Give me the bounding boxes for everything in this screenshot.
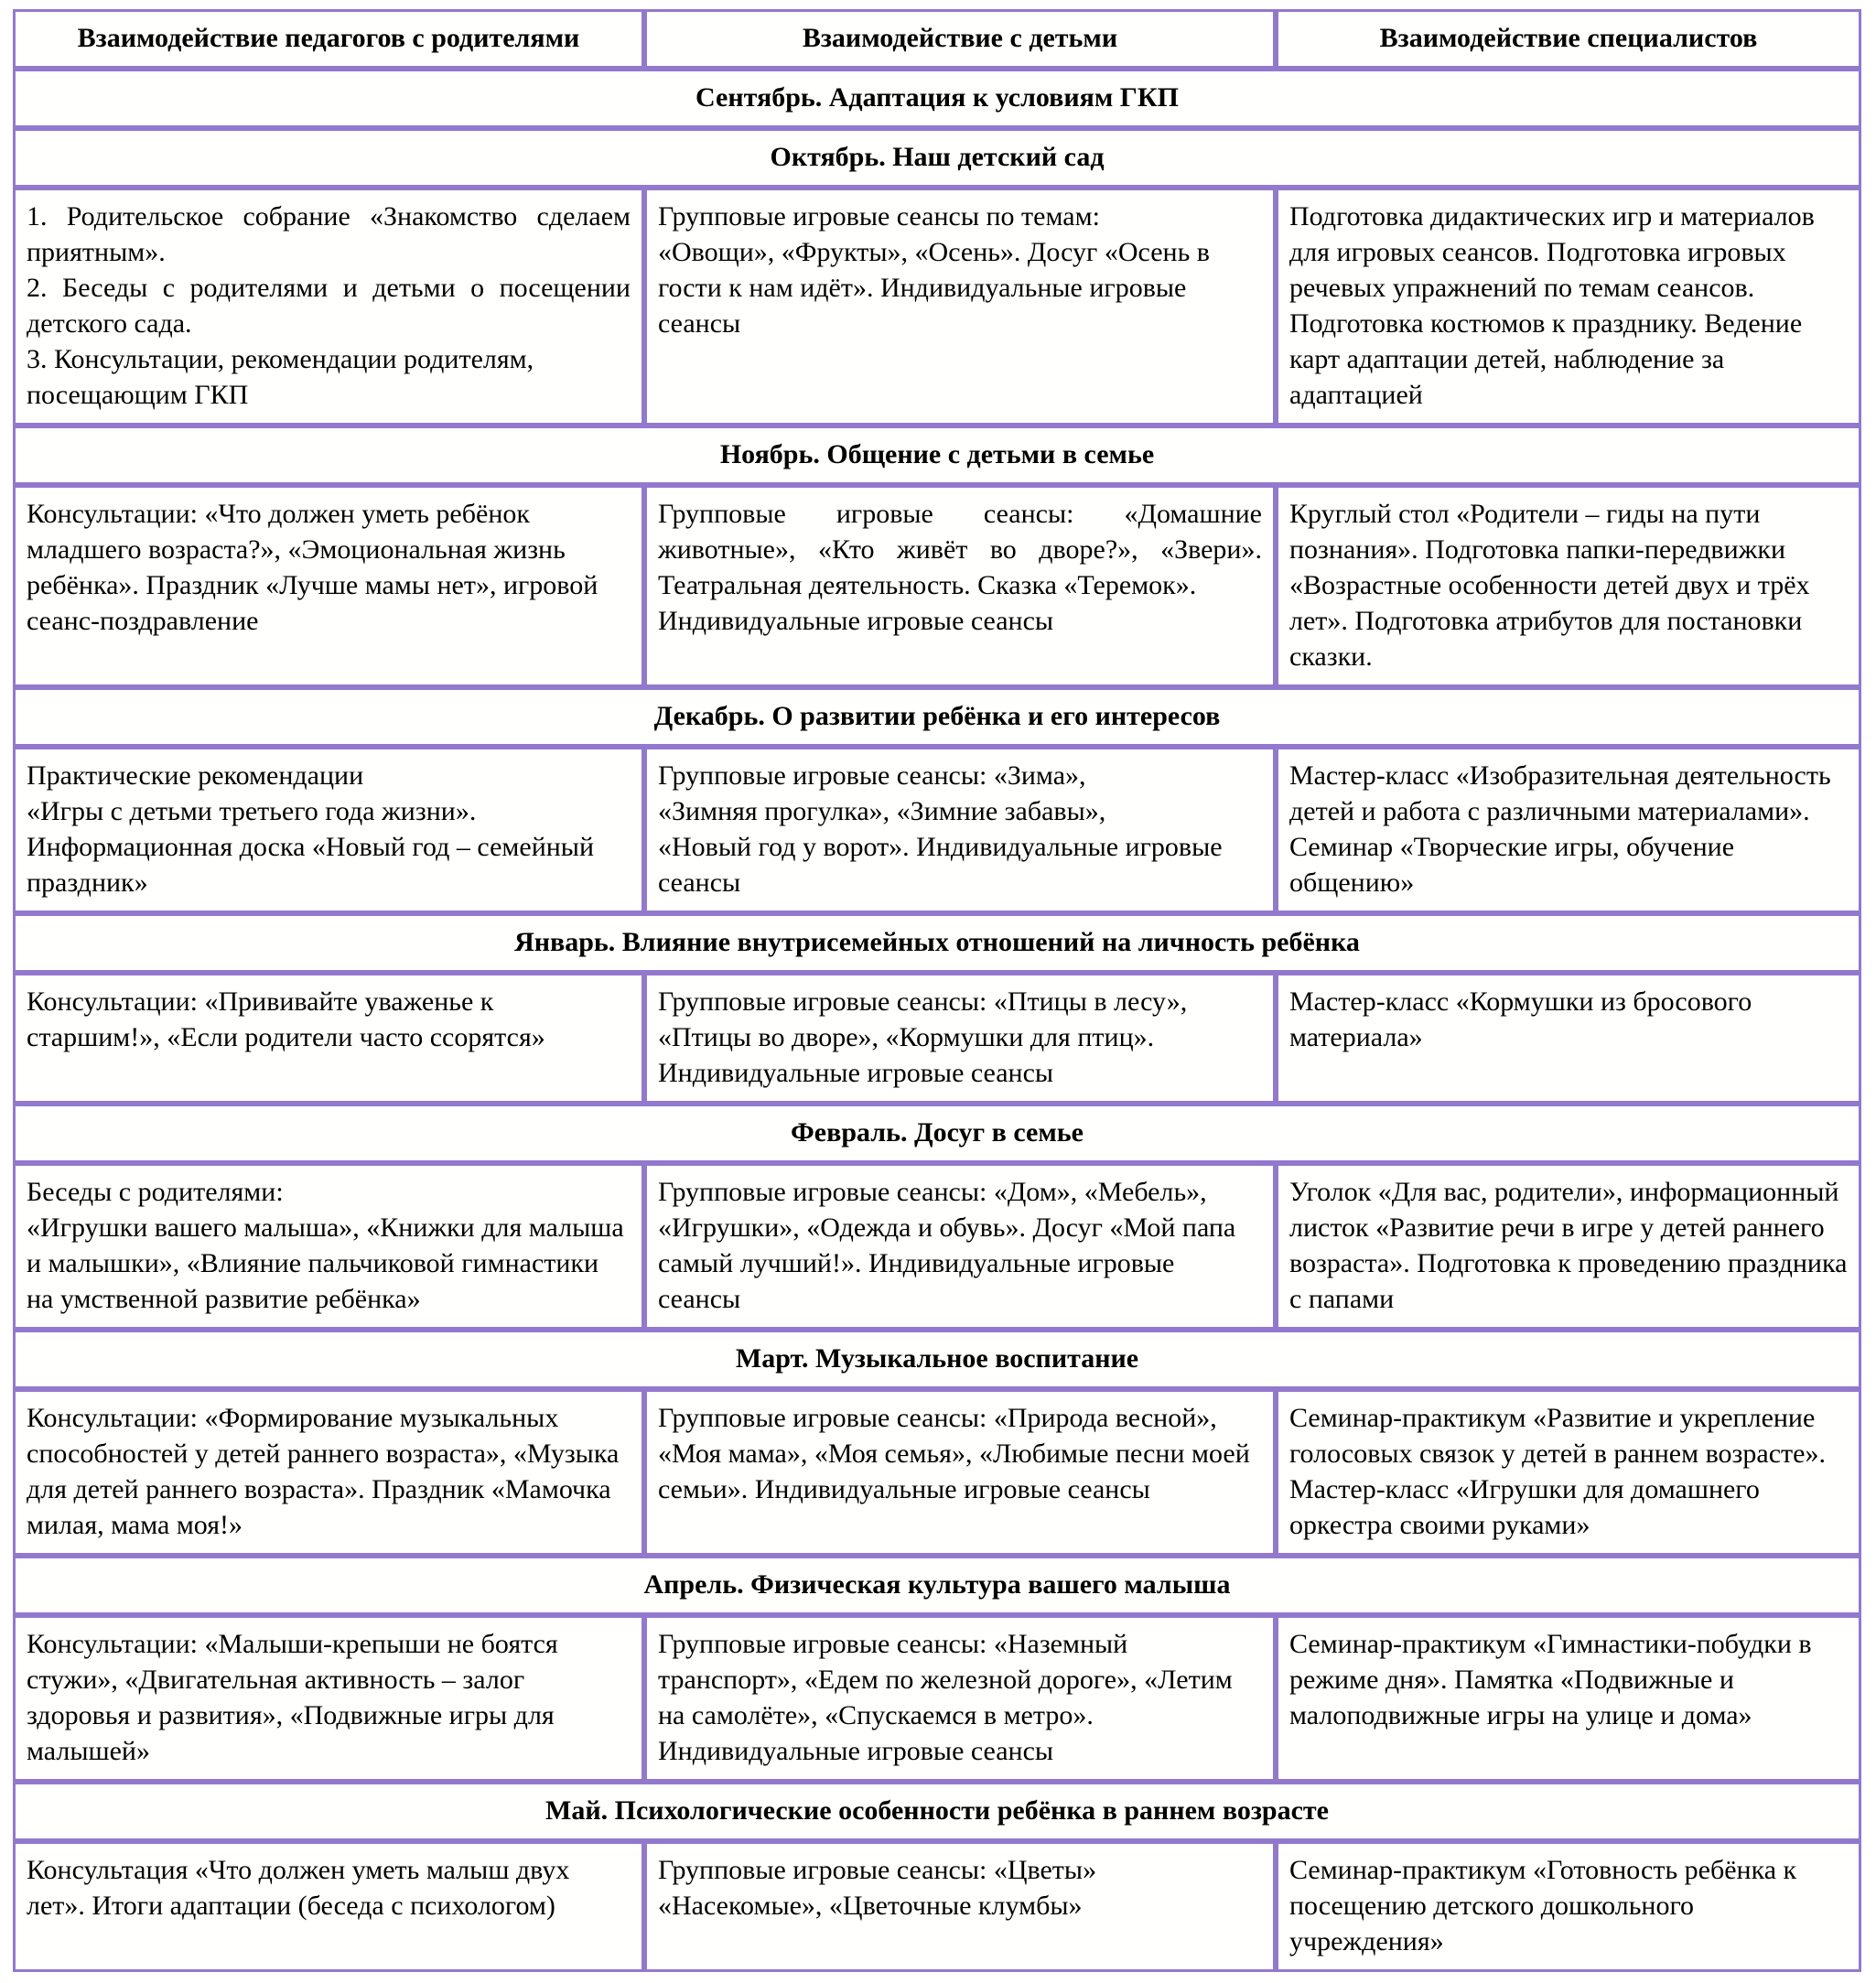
cell-paragraph: Индивидуальные игровые сеансы: [658, 606, 1054, 636]
cell-paragraph: «Овощи», «Фрукты», «Осень». Досуг «Осень в гости к нам идёт». Индивидуальные игровые сеансы: [658, 237, 1210, 339]
cell-specialists: [1276, 1615, 1861, 1782]
column-header-row: [13, 9, 1861, 69]
cell-paragraph: Консультации: «Что должен уметь ребёнок младшего возраста?», «Эмоциональная жизнь ребёнка». Праздник «Лучше мамы нет», игровой сеанс-поздравление: [27, 499, 598, 636]
table-row: [13, 1163, 1861, 1330]
cell-parents: [13, 973, 644, 1104]
cell-children: [644, 188, 1276, 426]
month-heading: Сентябрь. Адаптация к условиям ГКП: [13, 69, 1861, 128]
cell-paragraph: 1. Родительское собрание «Знакомство сделаем приятным».: [27, 201, 631, 267]
cell-paragraph: Практические рекомендации: [27, 760, 364, 791]
cell-paragraph: Групповые игровые сеансы: «Наземный транспорт», «Едем по железной дороге», «Летим на самолёте», «Спускаемся в метро». Индивидуальные игровые сеансы: [658, 1629, 1233, 1766]
month-heading-row: [13, 69, 1861, 128]
cell-paragraph: Семинар-практикум «Готовность ребёнка к посещению детского дошкольного учреждения»: [1289, 1855, 1797, 1956]
cell-parents: [13, 188, 644, 426]
cell-paragraph: Групповые игровые сеансы: «Зима»,: [658, 760, 1086, 791]
cell-specialists: [1276, 1163, 1861, 1330]
cell-paragraph: Семинар-практикум «Развитие и укрепление голосовых связок у детей в раннем возрасте». Мастер-класс «Игрушки для домашнего оркестра своими руками»: [1289, 1403, 1826, 1540]
table-row: [13, 1615, 1861, 1782]
table-header: [13, 9, 1861, 69]
cell-parents: [13, 1841, 644, 1972]
month-heading: Март. Музыкальное воспитание: [13, 1330, 1861, 1389]
cell-children: [644, 747, 1276, 913]
cell-paragraph: Мастер-класс «Кормушки из бросового материала»: [1289, 986, 1752, 1052]
month-heading-row: [13, 913, 1861, 973]
cell-parents: [13, 485, 644, 687]
cell-parents: [13, 1389, 644, 1556]
cell-paragraph: Групповые игровые сеансы: «Цветы»: [658, 1855, 1097, 1885]
month-heading: Май. Психологические особенности ребёнка в раннем возрасте: [13, 1782, 1861, 1841]
month-heading: Ноябрь. Общение с детьми в семье: [13, 426, 1861, 485]
month-heading: Январь. Влияние внутрисемейных отношений на личность ребёнка: [13, 913, 1861, 973]
cell-paragraph: Семинар-практикум «Гимнастики-побудки в режиме дня». Памятка «Подвижные и малоподвижные игры на улице и дома»: [1289, 1629, 1812, 1730]
month-heading-row: [13, 1104, 1861, 1163]
month-heading: Апрель. Физическая культура вашего малыша: [13, 1556, 1861, 1615]
month-heading: Февраль. Досуг в семье: [13, 1104, 1861, 1163]
month-heading-row: [13, 426, 1861, 485]
table-row: [13, 485, 1861, 687]
cell-paragraph: Мастер-класс «Изобразительная деятельность детей и работа с различными материалами». Семинар «Творческие игры, обучение общению»: [1289, 760, 1831, 898]
month-heading-row: [13, 1556, 1861, 1615]
table-row: [13, 188, 1861, 426]
column-header-parents: Взаимодействие педагогов с родителями: [13, 9, 644, 69]
cell-parents: [13, 1163, 644, 1330]
cell-children: [644, 485, 1276, 687]
cell-specialists: [1276, 1841, 1861, 1972]
cell-paragraph: Групповые игровые сеансы: «Домашние животные», «Кто живёт во дворе?», «Звери». Театральная деятельность. Сказка «Теремок».: [658, 499, 1262, 600]
cell-specialists: [1276, 1389, 1861, 1556]
cell-paragraph: 3. Консультации, рекомендации родителям, посещающим ГКП: [27, 344, 534, 410]
month-heading-row: [13, 1782, 1861, 1841]
month-heading-row: [13, 1330, 1861, 1389]
cell-paragraph: Уголок «Для вас, родители», информационный листок «Развитие речи в игре у детей раннего возраста». Подготовка к проведению праздника с папами: [1289, 1177, 1848, 1314]
cell-paragraph: Групповые игровые сеансы по темам:: [658, 201, 1100, 232]
cell-parents: [13, 747, 644, 913]
cell-specialists: [1276, 747, 1861, 913]
cell-paragraph: «Насекомые», «Цветочные клумбы»: [658, 1891, 1083, 1921]
cell-paragraph: «Игры с детьми третьего года жизни». Информационная доска «Новый год – семейный праздник»: [27, 796, 595, 898]
cell-paragraph: «Зимняя прогулка», «Зимние забавы»,: [658, 796, 1106, 826]
cell-paragraph: Консультации: «Прививайте уваженье к старшим!», «Если родители часто ссорятся»: [27, 986, 545, 1052]
cell-paragraph: Групповые игровые сеансы: «Птицы в лесу», «Птицы во дворе», «Кормушки для птиц». Индивидуальные игровые сеансы: [658, 986, 1188, 1088]
cell-paragraph: Консультации: «Малыши-крепыши не боятся стужи», «Двигательная активность – залог здоровья и развития», «Подвижные игры для малышей»: [27, 1629, 558, 1766]
table-body: [13, 69, 1861, 1972]
cell-children: [644, 1389, 1276, 1556]
cell-paragraph: «Новый год у ворот». Индивидуальные игровые сеансы: [658, 832, 1223, 898]
cell-parents: [13, 1615, 644, 1782]
table-row: [13, 1841, 1861, 1972]
cell-paragraph: Групповые игровые сеансы: «Природа весной», «Моя мама», «Моя семья», «Любимые песни моей семьи». Индивидуальные игровые сеансы: [658, 1403, 1250, 1504]
month-heading: Октябрь. Наш детский сад: [13, 128, 1861, 188]
column-header-children: Взаимодействие с детьми: [644, 9, 1276, 69]
cell-children: [644, 1615, 1276, 1782]
cell-specialists: [1276, 188, 1861, 426]
cell-paragraph: 2. Беседы с родителями и детьми о посещении детского сада.: [27, 273, 631, 339]
cell-children: [644, 1163, 1276, 1330]
cell-children: [644, 1841, 1276, 1972]
cell-paragraph: Консультация «Что должен уметь малыш двух лет». Итоги адаптации (беседа с психологом): [27, 1855, 570, 1921]
month-heading: Декабрь. О развитии ребёнка и его интересов: [13, 687, 1861, 747]
cell-paragraph: «Игрушки вашего малыша», «Книжки для малыша и малышки», «Влияние пальчиковой гимнастики на умственной развитие ребёнка»: [27, 1212, 624, 1314]
cell-paragraph: Подготовка дидактических игр и материалов для игровых сеансов. Подготовка игровых речевых упражнений по темам сеансов. Подготовка костюмов к празднику. Ведение карт адаптации детей, наблюдение за адаптацией: [1289, 201, 1815, 410]
cell-paragraph: Групповые игровые сеансы: «Дом», «Мебель», «Игрушки», «Одежда и обувь». Досуг «Мой папа самый лучший!». Индивидуальные игровые сеансы: [658, 1177, 1236, 1314]
month-heading-row: [13, 128, 1861, 188]
table-row: [13, 1389, 1861, 1556]
cell-paragraph: Беседы с родителями:: [27, 1177, 284, 1207]
column-header-specialists: Взаимодействие специалистов: [1276, 9, 1861, 69]
cell-children: [644, 973, 1276, 1104]
table-row: [13, 747, 1861, 913]
cell-specialists: [1276, 973, 1861, 1104]
cell-paragraph: Круглый стол «Родители – гиды на пути познания». Подготовка папки-передвижки «Возрастные особенности детей двух и трёх лет». Подготовка атрибутов для постановки сказки.: [1289, 499, 1810, 672]
cell-specialists: [1276, 485, 1861, 687]
month-heading-row: [13, 687, 1861, 747]
table-row: [13, 973, 1861, 1104]
yearly-plan-table: [13, 9, 1861, 1972]
cell-paragraph: Консультации: «Формирование музыкальных способностей у детей раннего возраста», «Музыка для детей раннего возраста». Праздник «Мамочка милая, мама моя!»: [27, 1403, 620, 1540]
